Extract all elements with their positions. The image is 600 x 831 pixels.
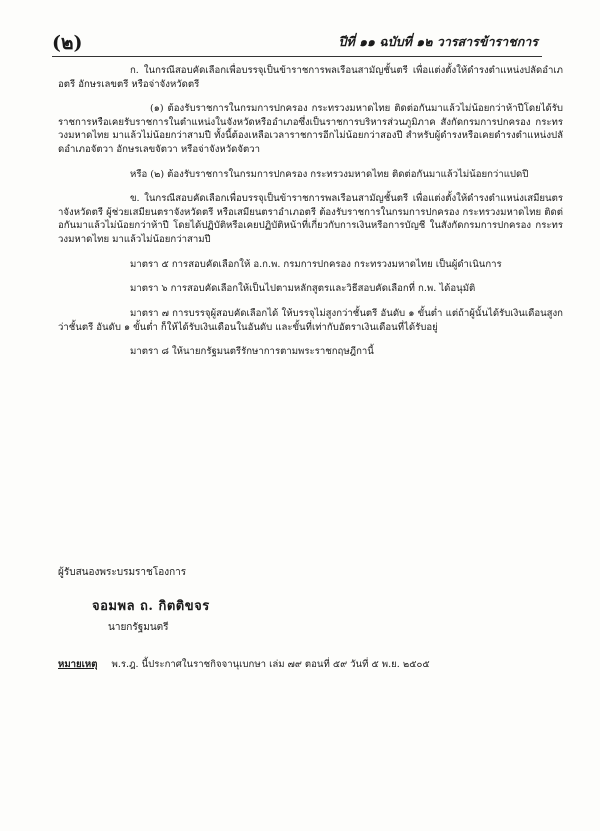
page-number: (๒): [52, 32, 83, 54]
paragraph-item-1: (๑) ต้องรับราชการในกรมการปกครอง กระทรวงมหาดไทย ติดต่อกันมาแล้วไม่น้อยกว่าห้าปีโดยได้รับราชการหรือเคยรับราชการในตำแหน่งในจังหวัดหรืออำเภอซึ่งเป็นราชการบริหารส่วนภูมิภาค สังกัดกรมการปกครอง กระทรวงมหาดไทย มาแล้วไม่น้อยกว่าสามปี ทั้งนี้ต้องเหลือเวลาราชการอีกไม่น้อยกว่าสองปี สำหรับผู้ดำรงหรือเคยดำรงตำแหน่งปลัดอำเภอจัตวา อักษรเลขจัตวา หรือจ่าจังหวัดจัตวา: [58, 103, 563, 156]
signatory-name: จอมพล ถ. กิตติขจร: [92, 599, 210, 614]
footnote: [58, 657, 563, 672]
paragraph-item-2: หรือ (๒) ต้องรับราชการในกรมการปกครอง กระทรวงมหาดไทย ติดต่อกันมาแล้วไม่น้อยกว่าแปดปี: [130, 168, 529, 180]
paragraph-kho: ข. ในกรณีสอบคัดเลือกเพื่อบรรจุเป็นข้าราชการพลเรือนสามัญชั้นตรี เพื่อแต่งตั้งให้ดำรงตำแหน่งเสมียนตราจังหวัดตรี ผู้ช่วยเสมียนตราจังหวัดตรี หรือเสมียนตราอำเภอตรี ต้องรับราชการในกรมการปกครอง กระทรวงมหาดไทย ติดต่อกันมาแล้วไม่น้อยกว่าห้าปี โดยได้ปฏิบัติหรือเคยปฏิบัติหน้าที่เกี่ยวกับการเงินหรือการบัญชี ในสังกัดกรมการปกครอง กระทรวงมหาดไทย มาแล้วไม่น้อยกว่าสามปี: [58, 193, 563, 246]
section-6: มาตรา ๖ การสอบคัดเลือกให้เป็นไปตามหลักสูตรและวิธีสอบคัดเลือกที่ ก.พ. ได้อนุมัติ: [130, 283, 476, 295]
note-label: หมายเหตุ: [58, 659, 98, 670]
section-8: มาตรา ๘ ให้นายกรัฐมนตรีรักษาการตามพระราชกฤษฎีกานี้: [130, 346, 374, 358]
section-7: มาตรา ๗ การบรรจุผู้สอบคัดเลือกได้ ให้บรรจุไม่สูงกว่าชั้นตรี อันดับ ๑ ขั้นต่ำ แต่ถ้าผู้นั้นได้รับเงินเดือนสูงกว่าชั้นตรี อันดับ ๑ ขั้นต่ำ ก็ให้ได้รับเงินเดือนในอันดับ และขั้นที่เท่ากับอัตราเงินเดือนที่ได้รับอยู่: [58, 307, 563, 333]
document-body: [58, 64, 563, 370]
signatory-title: นายกรัฐมนตรี: [108, 622, 169, 633]
paragraph-ko: ก. ในกรณีสอบคัดเลือกเพื่อบรรจุเป็นข้าราชการพลเรือนสามัญชั้นตรี เพื่อแต่งตั้งให้ดำรงตำแหน่งปลัดอำเภอตรี อักษรเลขตรี หรือจ่าจังหวัดตรี: [58, 65, 563, 90]
note-text: พ.ร.ฎ. นี้ประกาศในราชกิจจานุเบกษา เล่ม ๗๙ ตอนที่ ๕๙ วันที่ ๕ พ.ย. ๒๕๐๕: [111, 659, 430, 670]
countersign-label: ผู้รับสนองพระบรมราชโองการ: [58, 567, 187, 578]
section-5: มาตรา ๕ การสอบคัดเลือกให้ อ.ก.พ. กรมการปกครอง กระทรวงมหาดไทย เป็นผู้ดำเนินการ: [130, 258, 502, 270]
header-rule: [52, 56, 542, 57]
journal-header: ปีที่ ๑๑ ฉบับที่ ๑๒ วารสารข้าราชการ: [338, 34, 538, 49]
